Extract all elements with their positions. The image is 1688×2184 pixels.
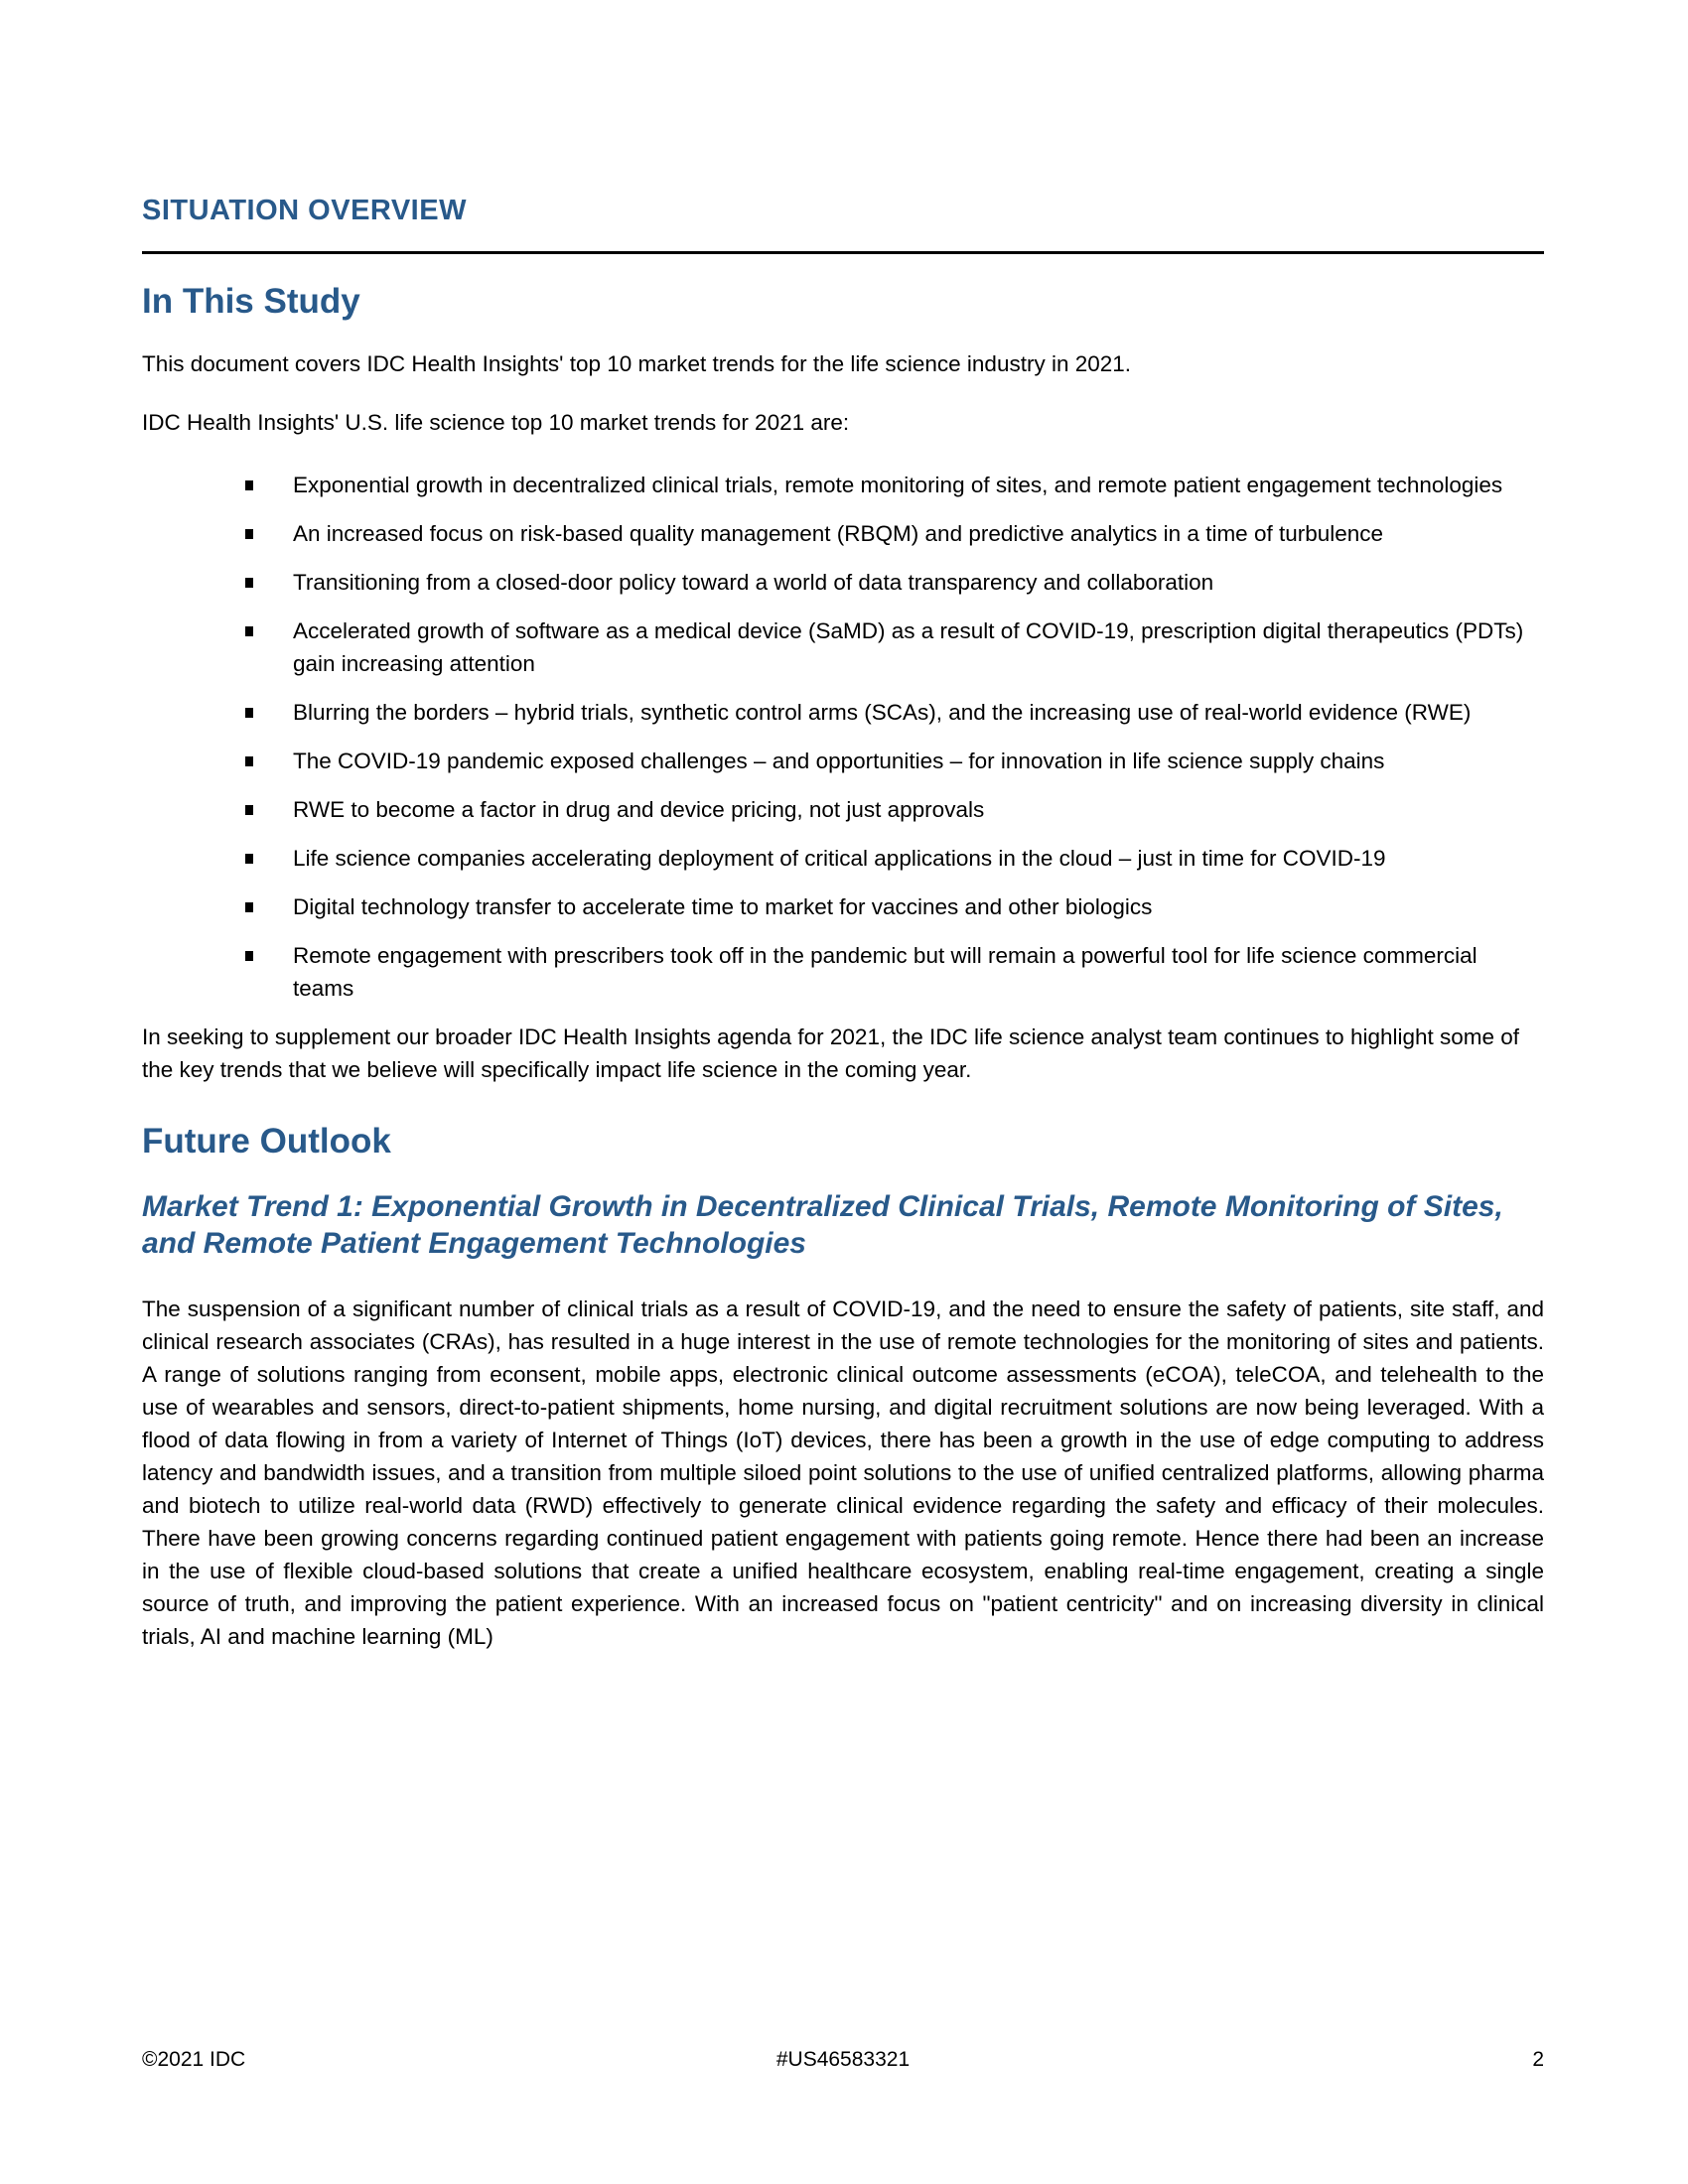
list-item-text: Life science companies accelerating deployment of critical applications in the cloud – just in time for COVID-19 (293, 846, 1386, 872)
section-header: SITUATION OVERVIEW (142, 195, 467, 226)
bullet-square-icon (245, 805, 253, 815)
list-item-text: Accelerated growth of software as a medical device (SaMD) as a result of COVID-19, prescription digital therapeutics (PDTs) gain increasing attention (293, 618, 1524, 677)
footer-doc-id: #US46583321 (775, 2048, 911, 2071)
bullet-square-icon (245, 902, 253, 912)
list-item-text: Blurring the borders – hybrid trials, synthetic control arms (SCAs), and the increasing use of real-world evidence (RWE) (293, 700, 1472, 726)
bullet-square-icon (245, 708, 253, 718)
list-item-text: The COVID-19 pandemic exposed challenges – and opportunities – for innovation in life science supply chains (293, 749, 1385, 774)
list-item-text: An increased focus on risk-based quality management (RBQM) and predictive analytics in a time of turbulence (293, 521, 1384, 547)
section-divider (142, 251, 1544, 254)
list-item (142, 696, 1544, 729)
list-item-text: Exponential growth in decentralized clinical trials, remote monitoring of sites, and remote patient engagement technologies (293, 473, 1503, 498)
list-item-text: Remote engagement with prescribers took off in the pandemic but will remain a powerful tool for life science commercial teams (293, 943, 1477, 1002)
bullet-square-icon (245, 756, 253, 766)
list-intro-paragraph: IDC Health Insights' U.S. life science top 10 market trends for 2021 are: (142, 410, 850, 436)
bullet-square-icon (245, 951, 253, 961)
market-trend-1-heading: Market Trend 1: Exponential Growth in Decentralized Clinical Trials, Remote Monitoring of Sites, and Remote Patient Engagement Technologies (142, 1189, 1503, 1260)
in-this-study-heading: In This Study (142, 282, 360, 321)
bullet-square-icon (245, 529, 253, 539)
trend1-paragraph: The suspension of a significant number of clinical trials as a result of COVID-19, and the need to ensure the safety of patients, site staff, and clinical research associates (CRAs), has resulted in a huge interest in the use of remote technologies for the monitoring of sites and patients. A range of solutions ranging from econsent, mobile apps, electronic clinical outcome assessments (eCOA), teleCOA, and telehealth to the use of wearables and sensors, direct-to-patient shipments, home nursing, and digital recruitment solutions are now being leveraged. With a flood of data flowing in from a variety of Internet of Things (IoT) devices, there has been a growth in the use of edge computing to address latency and bandwidth issues, and a transition from multiple siloed point solutions to the use of unified centralized platforms, allowing pharma and biotech to utilize real-world data (RWD) effectively to generate clinical evidence regarding the safety and efficacy of their molecules. There have been growing concerns regarding continued patient engagement with patients going remote. Hence there had been an increase in the use of flexible cloud-based solutions that create a unified healthcare ecosystem, enabling real-time engagement, creating a single source of truth, and improving the patient experience. With an increased focus on "patient centricity" and on increasing diversity in clinical trials, AI and machine learning (ML) (142, 1296, 1544, 1649)
closing-paragraph: In seeking to supplement our broader IDC Health Insights agenda for 2021, the IDC life science analyst team continues to highlight some of the key trends that we believe will specifically impact life science in the coming year. (142, 1024, 1520, 1083)
list-item (142, 793, 1544, 826)
intro-paragraph: This document covers IDC Health Insights' top 10 market trends for the life science industry in 2021. (142, 351, 1132, 377)
list-item (142, 566, 1544, 599)
footer-copyright: ©2021 IDC (142, 2048, 246, 2071)
footer-page-number: 2 (1532, 2048, 1544, 2071)
future-outlook-heading: Future Outlook (142, 1122, 391, 1161)
bullet-square-icon (245, 480, 253, 490)
bullet-square-icon (245, 854, 253, 864)
list-item (142, 842, 1544, 875)
bullet-square-icon (245, 626, 253, 636)
trends-bullet-list (142, 469, 1544, 1005)
bullet-square-icon (245, 578, 253, 588)
list-item (142, 614, 1544, 680)
list-item (142, 939, 1544, 1005)
list-item (142, 890, 1544, 923)
list-item (142, 517, 1544, 550)
list-item (142, 469, 1544, 501)
list-item (142, 745, 1544, 777)
list-item-text: RWE to become a factor in drug and device pricing, not just approvals (293, 797, 985, 823)
list-item-text: Digital technology transfer to accelerate time to market for vaccines and other biologics (293, 894, 1153, 920)
list-item-text: Transitioning from a closed-door policy toward a world of data transparency and collaboration (293, 570, 1214, 596)
